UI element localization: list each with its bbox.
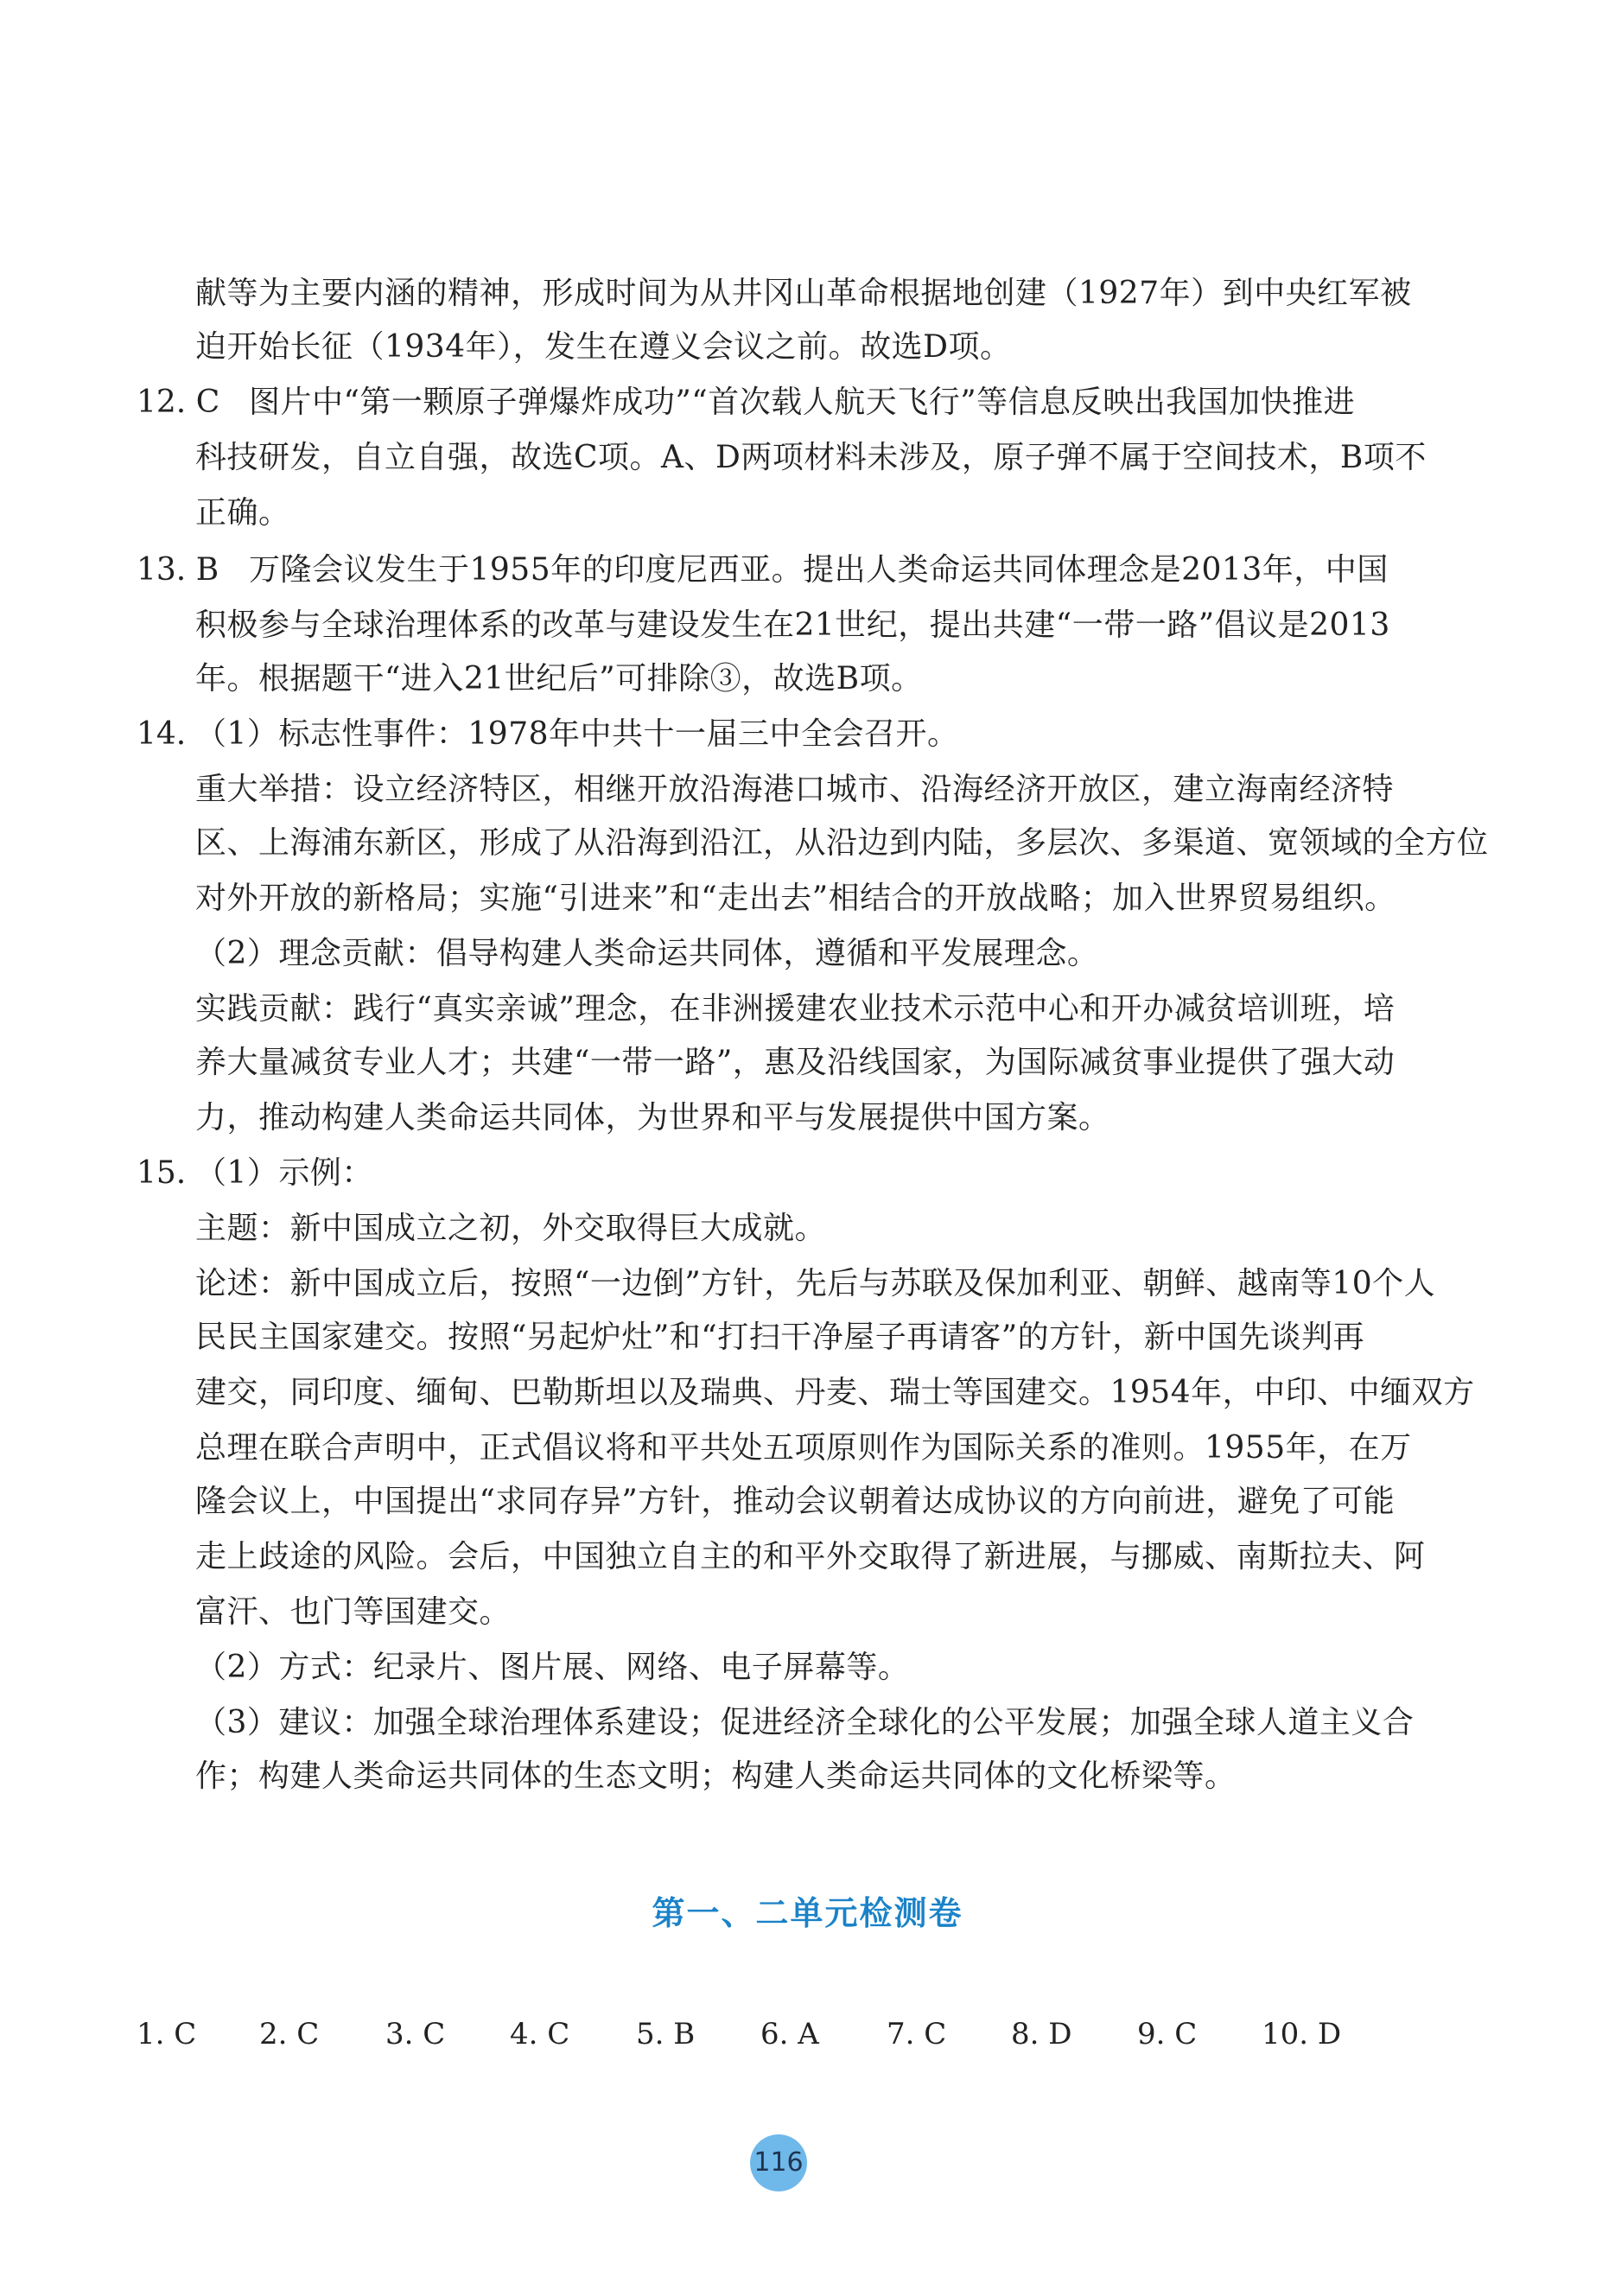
q12-text-line-3: 正确。 <box>195 495 290 531</box>
q14-part2-line-4: 力，推动构建人类命运共同体，为世界和平与发展提供中国方案。 <box>195 1100 1110 1135</box>
answer-item: 7. C <box>887 2017 947 2051</box>
q13-text-line-3: 年。根据题干“进入21世纪后”可排除③，故选B项。 <box>195 661 923 696</box>
q13-text-line-2: 积极参与全球治理体系的改革与建设发生在21世纪，提出共建“一带一路”倡议是2013 <box>195 607 1390 643</box>
q13-number: 13. B <box>137 552 219 588</box>
answer-item: 6. A <box>760 2017 819 2051</box>
q15-part1-line-3: 论述：新中国成立后，按照“一边倒”方针，先后与苏联及保加利亚、朝鲜、越南等10个人 <box>195 1266 1436 1301</box>
q14-part1-line-2: 重大举措：设立经济特区，相继开放沿海港口城市、沿海经济开放区，建立海南经济特 <box>195 772 1395 807</box>
q15-number: 15. <box>137 1155 187 1191</box>
q15-part1-line-5: 建交，同印度、缅甸、巴勒斯坦以及瑞典、丹麦、瑞士等国建交。1954年，中印、中缅双方 <box>195 1375 1475 1410</box>
q13-text-line-1: 万隆会议发生于1955年的印度尼西亚。提出人类命运共同体理念是2013年，中国 <box>249 552 1389 588</box>
q12-text-line-1: 图片中“第一颗原子弹爆炸成功”“首次载人航天飞行”等信息反映出我国加快推进 <box>249 385 1356 420</box>
answer-item: 3. C <box>385 2017 446 2051</box>
section-title: 第一、二单元检测卷 <box>652 1894 963 1932</box>
q15-part2-line-1: （2）方式：纪录片、图片展、网络、电子屏幕等。 <box>195 1650 910 1685</box>
q14-part1-line-3: 区、上海浦东新区，形成了从沿海到沿江，从沿边到内陆，多层次、多渠道、宽领域的全方位 <box>195 825 1489 861</box>
q15-part3-line-2: 作；构建人类命运共同体的生态文明；构建人类命运共同体的文化桥梁等。 <box>195 1759 1237 1794</box>
answer-item: 8. D <box>1011 2017 1072 2051</box>
q15-part1-line-1: （1）示例： <box>195 1155 373 1191</box>
q14-part2-line-3: 养大量减贫专业人才；共建“一带一路”，惠及沿线国家，为国际减贫事业提供了强大动 <box>195 1045 1396 1080</box>
q14-part2-line-1: （2）理念贡献：倡导构建人类命运共同体，遵循和平发展理念。 <box>195 936 1099 971</box>
q14-part1-line-1: （1）标志性事件：1978年中共十一届三中全会召开。 <box>195 716 959 752</box>
answer-item: 1. C <box>137 2017 197 2051</box>
answer-item: 9. C <box>1137 2017 1198 2051</box>
q12-number: 12. C <box>137 385 220 420</box>
q11-text-line-1: 献等为主要内涵的精神，形成时间为从井冈山革命根据地创建（1927年）到中央红军被 <box>195 276 1412 311</box>
q14-part1-line-4: 对外开放的新格局；实施“引进来”和“走出去”相结合的开放战略；加入世界贸易组织。 <box>195 881 1396 916</box>
q15-part3-line-1: （3）建议：加强全球治理体系建设；促进经济全球化的公平发展；加强全球人道主义合 <box>195 1705 1415 1740</box>
answer-item: 4. C <box>510 2017 570 2051</box>
q15-part1-line-8: 走上歧途的风险。会后，中国独立自主的和平外交取得了新进展，与挪威、南斯拉夫、阿 <box>195 1539 1426 1574</box>
answer-item: 10. D <box>1262 2017 1342 2051</box>
q11-text-line-2: 迫开始长征（1934年），发生在遵义会议之前。故选D项。 <box>195 329 1012 365</box>
q15-part1-line-4: 民民主国家建交。按照“另起炉灶”和“打扫干净屋子再请客”的方针，新中国先谈判再 <box>195 1320 1365 1355</box>
q15-part1-line-6: 总理在联合声明中，正式倡议将和平共处五项原则作为国际关系的准则。1955年，在万 <box>195 1430 1412 1466</box>
q12-text-line-2: 科技研发，自立自强，故选C项。A、D两项材料未涉及，原子弹不属于空间技术，B项不 <box>195 440 1427 475</box>
q15-part1-line-7: 隆会议上，中国提出“求同存异”方针，推动会议朝着达成协议的方向前进，避免了可能 <box>195 1484 1396 1519</box>
q14-part2-line-2: 实践贡献：践行“真实亲诚”理念，在非洲援建农业技术示范中心和开办减贫培训班，培 <box>195 991 1396 1027</box>
q15-part1-line-9: 富汗、也门等国建交。 <box>195 1594 512 1630</box>
q14-number: 14. <box>137 716 187 752</box>
answer-item: 2. C <box>259 2017 320 2051</box>
answer-item: 5. B <box>636 2017 696 2051</box>
page-number-badge: 116 <box>750 2134 807 2191</box>
q15-part1-line-2: 主题：新中国成立之初，外交取得巨大成就。 <box>195 1211 827 1246</box>
